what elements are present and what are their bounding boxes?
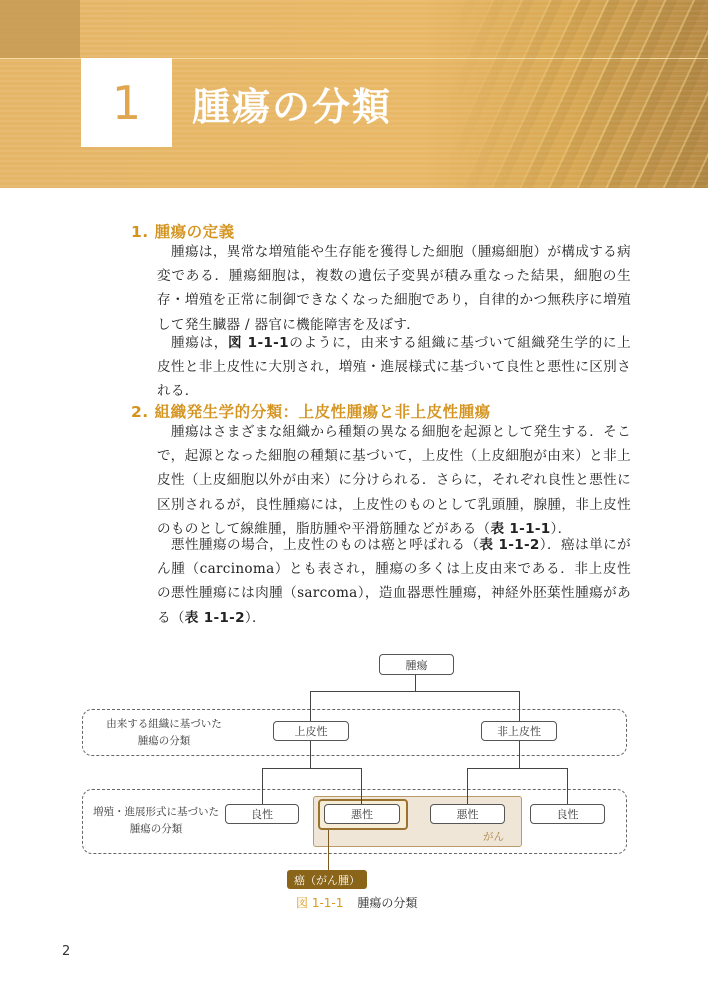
label-line: 腫瘍の分類 [129,823,183,835]
connector-line [262,768,362,769]
connector-line [519,691,520,721]
chapter-title: 腫瘍の分類 [192,85,393,129]
growth-group-label [86,804,226,838]
text-run: のように，由来する組織に基づいて組織発生学的に上皮性と非上皮性に大別され，増殖・進展様式に基づいて良性と悪性に区別される． [157,335,631,400]
connector-line [519,741,520,769]
label-line: 増殖・進展形式に基づいた [93,806,219,818]
text-run: 悪性腫瘍の場合，上皮性のものは癌と呼ばれる（ [171,537,480,553]
page-number: 2 [62,944,71,959]
node-benign-epithelial: 良性 [225,804,299,824]
connector-line [415,675,416,692]
cancer-region-label: がん [483,831,504,843]
node-malignant-non-epithelial: 悪性 [430,804,505,824]
node-malignant-epithelial: 悪性 [324,804,400,824]
table-reference: 表 1-1-1 [490,520,551,537]
connector-line [467,768,568,769]
text-run: ）．癌は単にがん腫（carcinoma）とも表され，腫瘍の多くは上皮由来である．非上皮性の悪性腫瘍には肉腫（sarcoma），造血器悪性腫瘍，神経外胚葉性腫瘍がある（ [157,537,631,626]
connector-line [361,768,362,804]
table-reference: 表 1-1-2 [479,537,540,553]
node-non-epithelial: 非上皮性 [481,721,557,741]
connector-line [310,691,520,692]
label-line: 由来する組織に基づいた [106,718,222,730]
section-heading-2: 2. 組織発生学的分類：上皮性腫瘍と非上皮性腫瘍 [131,403,491,421]
connector-line [567,768,568,804]
connector-line [467,768,468,804]
node-epithelial: 上皮性 [273,721,349,741]
text-run: 腫瘍はさまざまな組織から種類の異なる細胞を起源として発生する．そこで，起源となった細胞の種類に基づいて，上皮性（上皮細胞が由来）と非上皮性（上皮細胞以外が由来）に分けられる．さらに，それぞれ良性と悪性に区別されるが，良性腫瘍には，上皮性のものとして乳頭腫，腺腫，非上皮性のものとして線維腫，脂肪腫や平滑筋腫などがある（ [157,424,631,537]
carcinoma-connector [328,830,329,870]
figure-reference: 図 1-1-1 [228,335,289,351]
node-tumor: 腫瘍 [379,654,454,675]
figure-number: 図 1-1-1 [296,896,344,910]
paragraph-1-1: 腫瘍は，異常な増殖能や生存能を獲得した細胞（腫瘍細胞）が構成する病変である．腫瘍細胞は，複数の遺伝子変異が積み重なった結果，細胞の生存・増殖を正常に制御できなくなった細胞であり，自律的かつ無秩序に増殖して発生臓器 / 器官に機能障害を及ぼす． [157,244,631,333]
label-line: 腫瘍の分類 [137,735,191,747]
text-run: ）． [550,520,572,537]
text-run: ）． [244,609,266,626]
connector-line [310,691,311,721]
chapter-number: 1 [111,75,142,130]
figure-title: 腫瘍の分類 [357,896,418,910]
origin-group-label [94,716,234,750]
text-run: 腫瘍は， [171,335,229,351]
table-reference: 表 1-1-2 [184,609,245,626]
section-heading-1: 1. 腫瘍の定義 [131,223,235,241]
connector-line [310,741,311,769]
node-benign-non-epithelial: 良性 [530,804,605,824]
figure-caption [296,894,417,911]
node-carcinoma: 癌（がん腫） [287,870,367,889]
connector-line [262,768,263,804]
